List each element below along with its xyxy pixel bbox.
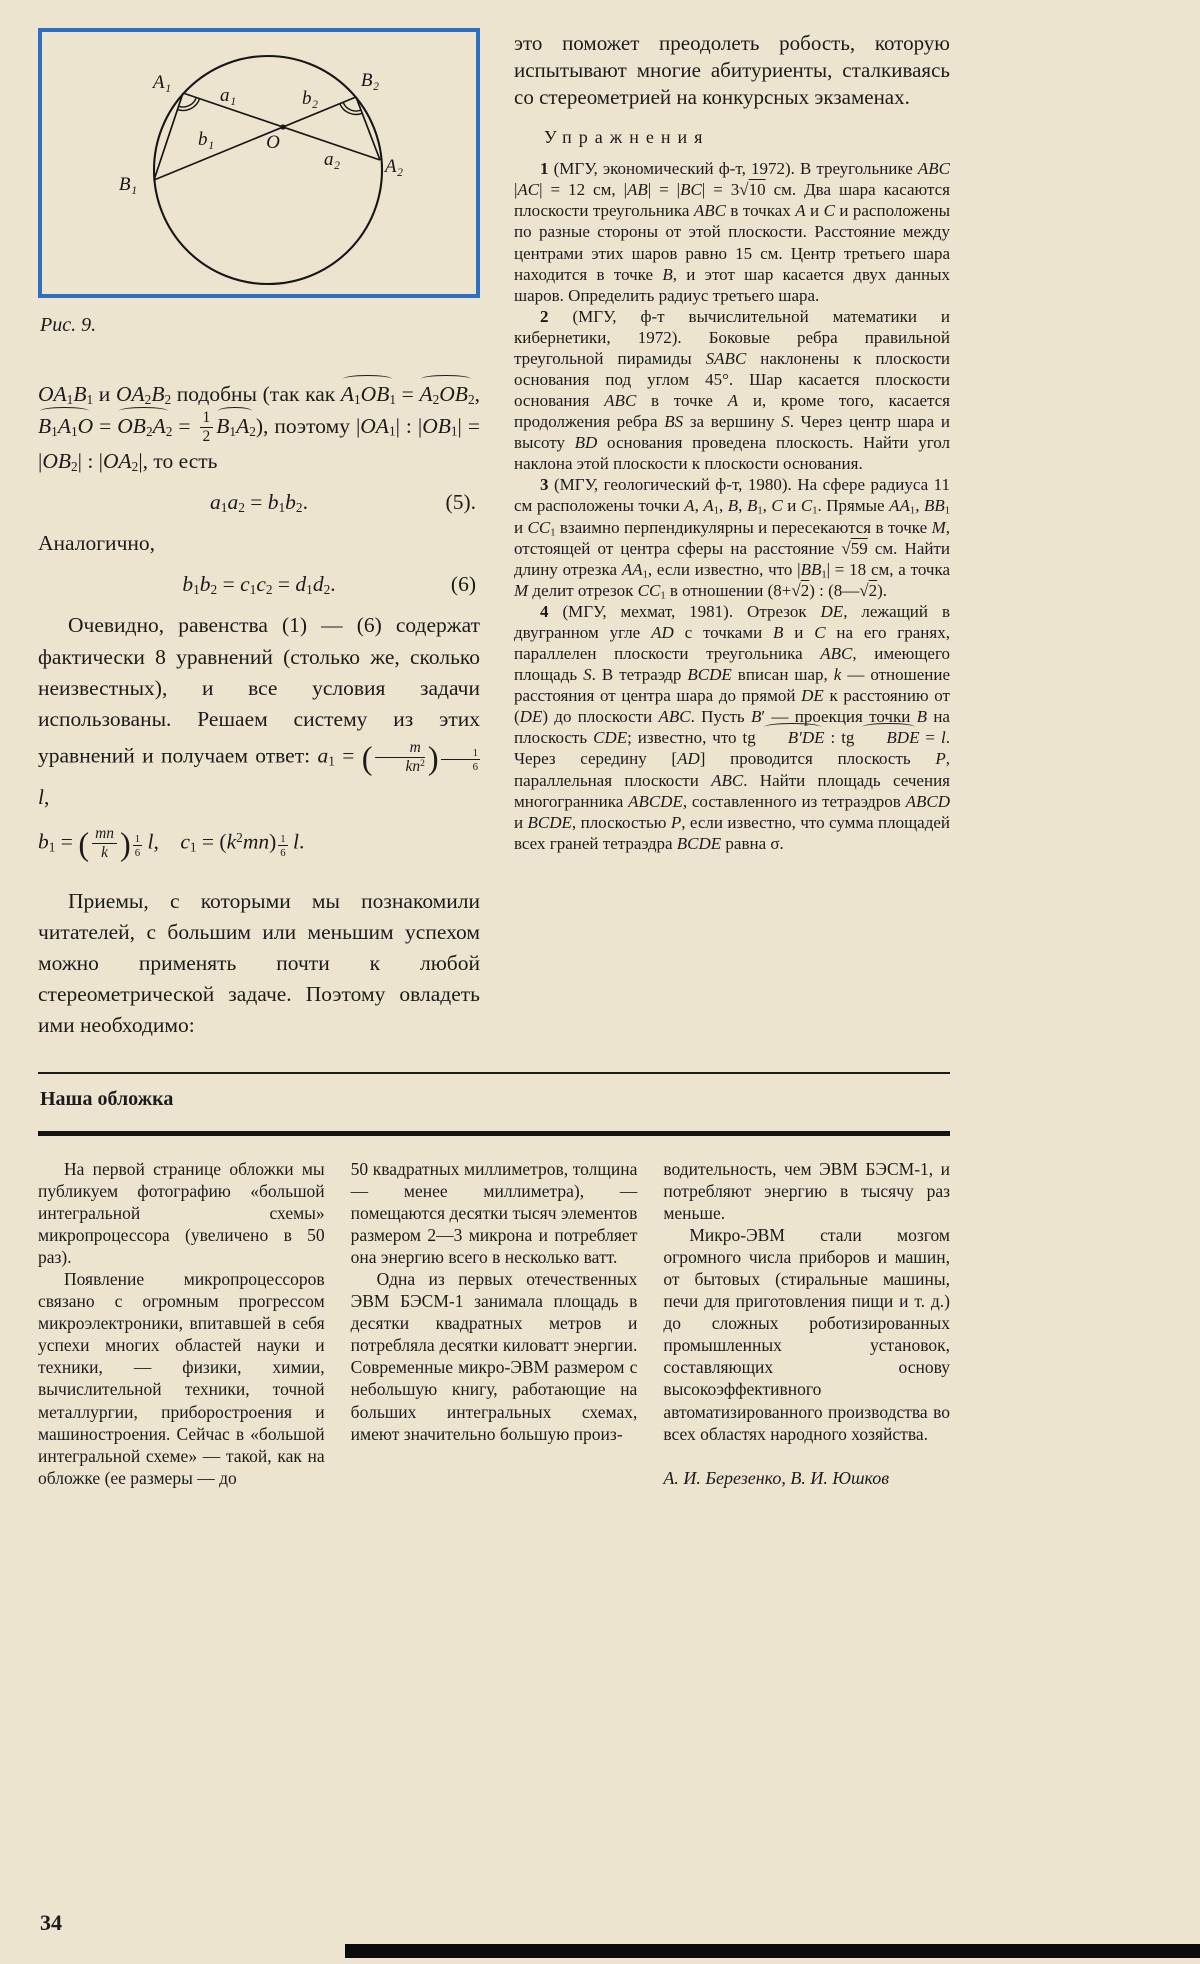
label-segment-a1: a₁ [219,85,237,106]
paragraph-similar-triangles: $OA_1B_1$ и $OA_2B_2$ подобны (так как $A_1OB_1 = A_2OB_2$, $B_1A_1O = OB_2A_2$ = $\frac{1}{2}$ $B_1A_2$), поэтому $|OA_1|$ : $|OB_1| = |OB_2|$ : $|OA_2|$, то есть [38,379,480,477]
point-o [280,124,285,129]
equation-6-line [38,569,480,600]
equation-5: $a_1a_2 = b_1b_2$. [210,489,308,515]
chord-b2-a2 [356,97,380,160]
exercise-1: 1 (МГУ, экономический ф-т, 1972). В треугольнике ABC |AC| = 12 см, |AB| = |BC| = 3√10 см. Два шара касаются плоскости треугольника ABC в точках A и C и расположены по разные стороны от этой плоскости. Расстояние между центрами этих шаров равно 15 см. Центр третьего шара находится в точке B, и этот шар касается двух данных шаров. Определить радиус третьего шара. [514,159,951,305]
circle-shape [154,56,382,284]
cover-col3-paragraph-2: Микро-ЭВМ стали мозгом огромного числа приборов и машин, от бытовых (стиральные машины, печи для приготовления пищи и т. д.) до сложных роботизированных промышленных установок, составляющих основу высокоэффективного автоматизированного производства во всех областях народного хозяйства. [663,1225,951,1444]
exercise-3: 3 (МГУ, геологический ф-т, 1980). На сфере радиуса 11 см расположены точки A, $A_1$, B, $B_1$, C и $C_1$. Прямые $AA_1$, $BB_1$ и $CC_1$ взаимно перпендикулярны и пересекаются в точке M, отстоящей от центра сферы на расстояние √59 см. Найти длину отрезка $AA_1$, если известно, что $|BB_1| = 18$ см, а точка M делит отрезок $CC_1$ в отношении (8+√2) : (8—√2). [514,475,951,602]
label-vertex-a1: A₁ [152,72,172,93]
cover-col2-paragraph-2: Одна из первых отечественных ЭВМ БЭСМ-1 занимала площадь в десятки квадратных метров и потребляла десятки киловатт энергии. Современные микро-ЭВМ размером с небольшую книгу, работающие на больших интегральных схемах, имеют значительно большую произ- [350,1269,638,1444]
label-center-o: O [266,132,280,153]
cover-col3-paragraph-1: водительность, чем ЭВМ БЭСМ-1, и потребляют энергию в тысячу раз меньше. [663,1159,951,1224]
page-number: 34 [40,1910,62,1935]
exercise-4: 4 (МГУ, мехмат, 1981). Отрезок DE, лежащий в двугранном угле AD с точками B и C на его гранях, параллелен плоскости треугольника ABC, имеющего площадь S. В тетраэдр BCDE вписан шар, k — отношение расстояния от центра шара до прямой DE к расстоянию от (DE) до плоскости ABC. Пусть B′ — проекция точки B на плоскость CDE; известно, что tg B′DE : tg BDE = l. Через середину [AD] проводится плоскость P, параллельная плоскости ABC. Найти площадь сечения многогранника ABCDE, составленного из тетраэдров ABCD и BCDE, плоскостью P, если известно, что сумма площадей всех граней тетраэдра BCDE равна σ. [514,601,951,853]
section-divider-thick [38,1131,950,1136]
cover-article-three-columns [38,1158,950,1489]
equation-5-line [38,487,480,518]
answer-formulas: $b_1$ = ( $\frac{mn}{k}$ ) $^{\frac{1}{6}}$ l, $c_1 = (k^2mn)$ $^{\frac{1}{6}}$ l. [38,824,305,862]
paragraph-system-solution: Очевидно, равенства (1) — (6) содержат фактически 8 уравнений (столько же, сколько неизвестных), и все условия задачи использованы. Решаем систему из этих уравнений и получаем ответ: $a_1$ = ( $\frac{m}{kn^2}$ ) $^{\frac{1}{6}}$ l, [38,613,480,809]
cover-col1-paragraph-1: На первой странице обложки мы публикуем фотографию «большой интегральной схемы» микропроцессора (увеличено в 50 раз). [38,1159,325,1268]
page-content [38,28,950,1489]
paragraph-intro: это поможет преодолеть робость, которую испытывают многие абитуриенты, сталкиваясь со стереометрией на конкурсных экзаменах. [514,31,950,110]
cover-column-2 [351,1158,638,1489]
cover-column-3 [663,1158,950,1489]
paragraph-conclusion: Приемы, с которыми мы познакомили читателей, с большим или меньшим успехом можно применять почти к любой стереометрической задаче. Поэтому овладеть ими необходимо: [38,888,480,1038]
label-segment-b2: b₂ [301,88,319,109]
cover-col2-paragraph-1: 50 квадратных миллиметров, толщина — менее миллиметра), — помещаются десятки тысяч элементов размером 2—3 микрона и потребляет она энергию всего в несколько ватт. [350,1159,638,1268]
scan-edge-artifact [345,1944,1200,1958]
authors-signature: А. И. Березенко, В. И. Юшков [663,1467,890,1488]
cover-section-label: Наша обложка [40,1088,174,1110]
figure-caption: Рис. 9. [40,314,97,336]
label-segment-a2: a₂ [323,149,341,170]
equation-5-number: (5). [445,489,476,514]
section-divider-thin [38,1072,950,1074]
exercise-2: 2 (МГУ, ф-т вычислительной математики и кибернетики, 1972). Боковые ребра правильной треугольной пирамиды SABC наклонены к плоскости основания под углом 45°. Шар касается плоскости основания ABC в точке A и, кроме того, касается продолжения ребра BS за вершину S. Через центр шара и высоту BD основания проведена плоскость. Найти угол наклона этой плоскости к плоскости основания. [514,306,951,474]
cover-col1-paragraph-2: Появление микропроцессоров связано с огромным прогрессом микроэлектроники, впитавшей в себя успехи многих областей науки и техники, — физики, химии, вычислительной техники, точной металлургии, приборостроения и машиностроения. Сейчас в «большой интегральной схеме» — такой, как на обложке (ее размеры — до [38,1269,325,1488]
equation-6-number: (6) [450,572,476,597]
math-text-block [38,379,480,1042]
label-vertex-b1: B₁ [118,174,138,195]
left-column [38,28,480,1042]
figure-9-diagram [42,32,476,294]
figure-9-frame [38,28,480,298]
label-vertex-a2: A₂ [384,156,404,177]
exercises-heading: Упражнения [544,127,710,148]
paragraph-analogично: Аналогично, [38,531,156,556]
right-column [514,28,950,854]
label-segment-b1: b₁ [197,129,215,150]
top-two-column-section [38,28,950,1072]
label-vertex-b2: B₂ [360,70,380,91]
cover-column-1 [38,1158,325,1489]
equation-6: $b_1b_2 = c_1c_2 = d_1d_2$. [182,572,336,598]
